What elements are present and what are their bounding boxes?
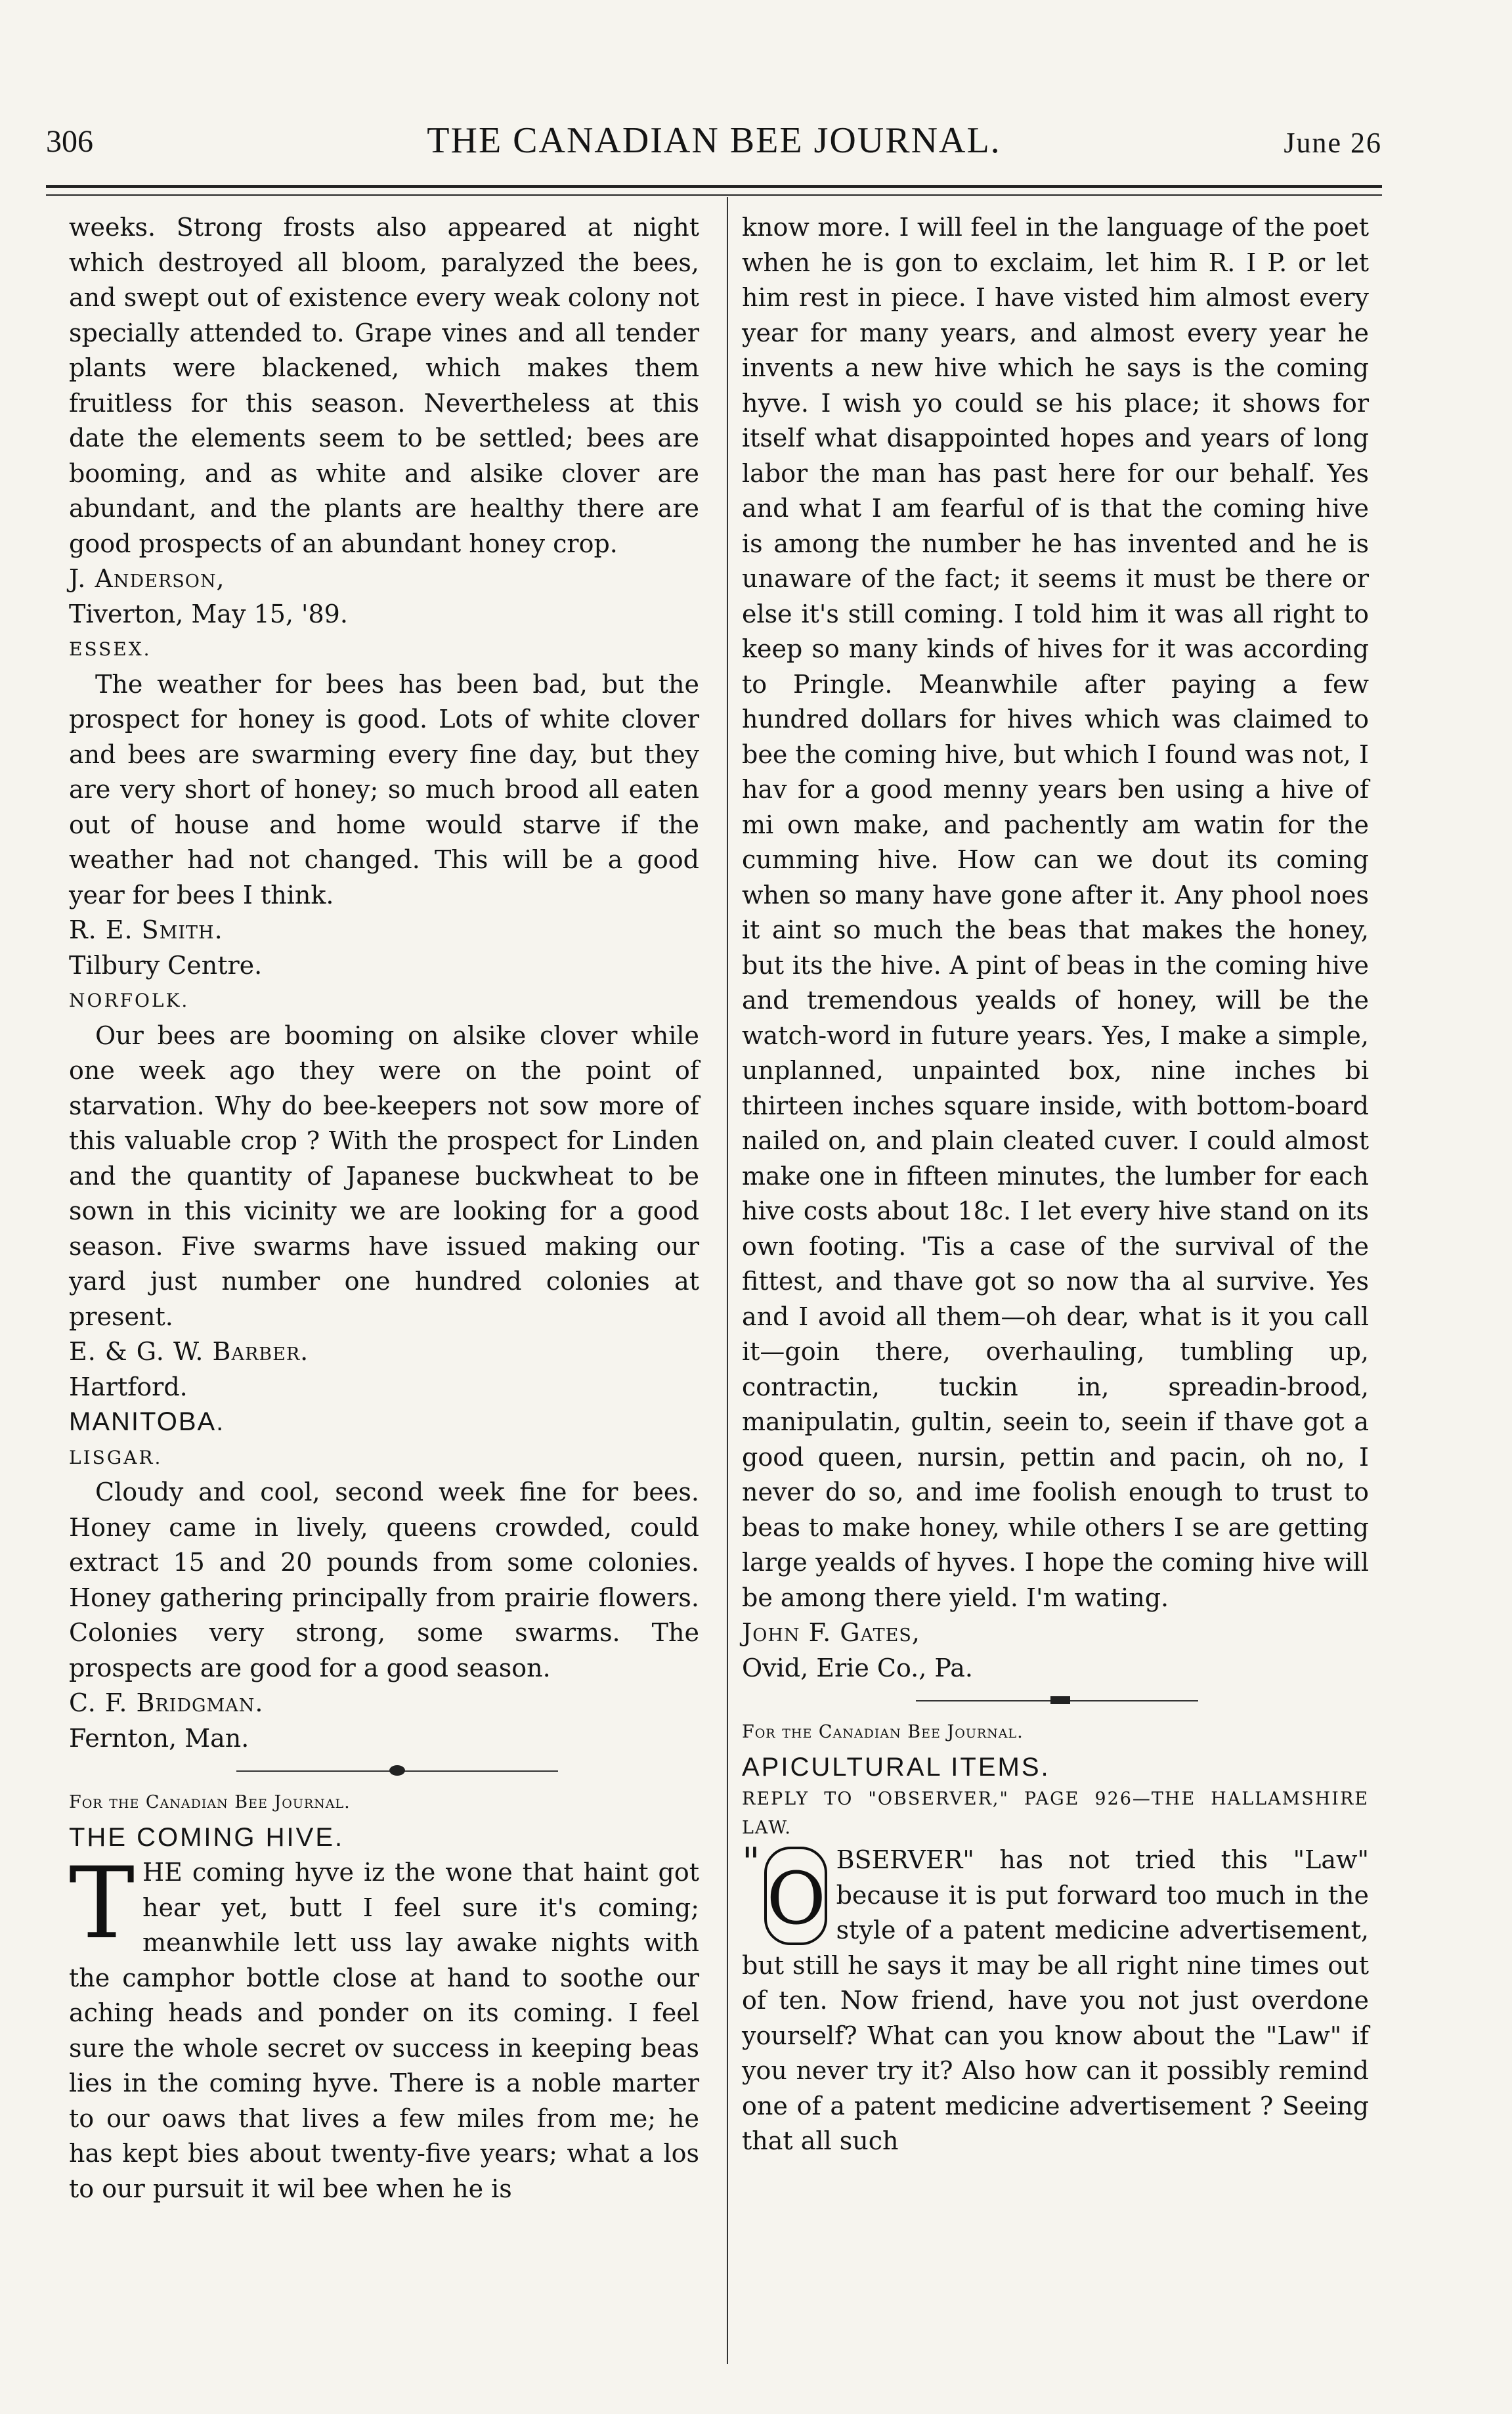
place-hartford: Hartford. (69, 1372, 188, 1401)
place-tilbury: Tilbury Centre. (69, 950, 263, 980)
signature-bridgman: C. F. Bridgman. (69, 1688, 264, 1717)
apicultural-article (742, 1839, 1369, 2159)
header-rule-thin (46, 194, 1382, 196)
signature-barber: E. & G. W. Barber. (69, 1337, 309, 1366)
subhead-lisgar: LISGAR. (69, 1446, 163, 1468)
essex-report: The weather for bees has been bad, but the prospect for honey is good. Lots of white clover and bees are swarming every fine day, but they are very short of honey; so much brood all eaten out of house and home would starve if the weather had not changed. This will be a good year for bees I think. (69, 669, 699, 910)
signature-gates: John F. Gates, (742, 1618, 920, 1647)
subhead-reply-observer: REPLY TO "OBSERVER," PAGE 926—THE HALLAMSHIRE LAW. (742, 1789, 1369, 1838)
page-number: 306 (46, 124, 93, 159)
column-rule (727, 197, 728, 2364)
lisgar-report: Cloudy and cool, second week fine for bees. Honey came in lively, queens crowded, could extract 15 and 20 pounds from some colonies. Honey gathering principally from prairie flowers. Colonies very strong, some swarms. The prospects are good for a good season. (69, 1478, 699, 1682)
apicultural-text: BSERVER" has not tried this "Law" because it is put forward too much in the style of a patent medicine advertisement, but still he says it may be all right nine times out of ten. Now friend, have you not just overdone yourself? What can you know about the "Law" if you never try it? Also how can it possibly remind one of a patent medicine advertisement ? Seeing that all such (742, 1845, 1369, 2155)
subhead-norfolk: NORFOLK. (69, 990, 190, 1011)
left-column (69, 210, 699, 2206)
signature-smith: R. E. Smith. (69, 915, 223, 944)
coming-hive-article (69, 1847, 699, 2206)
header-rule (46, 185, 1382, 188)
place-ovid: Ovid, Erie Co., Pa. (742, 1653, 974, 1682)
drop-cap-t: T (69, 1847, 135, 1961)
for-cbj-line: For the Canadian Bee Journal. (69, 1792, 351, 1812)
for-cbj-line-2: For the Canadian Bee Journal. (742, 1722, 1024, 1742)
headline-apicultural-items: APICULTURAL ITEMS. (742, 1752, 1050, 1782)
subhead-manitoba: MANITOBA. (69, 1407, 225, 1436)
coming-hive-text: HE coming hyve iz the wone that haint got hear yet, butt I feel sure it's coming; meanwhile lett uss lay awake nights with the camphor bottle close at hand to soothe our aching heads and ponder on its coming. I feel sure the whole secret ov success in keeping beas lies in the coming hyve. There is a noble marter to our oaws that lives a few miles from me; he has kept bies about twenty-five years; what a los to our pursuit it wil bee when he is (69, 1858, 699, 2203)
headline-coming-hive: THE COMING HIVE. (69, 1822, 345, 1852)
place-tiverton: Tiverton, May 15, '89. (69, 599, 348, 628)
section-divider-2 (742, 1686, 1369, 1715)
signature-anderson: J. Anderson, (69, 564, 225, 593)
right-column (742, 210, 1369, 2159)
page-header (46, 117, 1382, 176)
section-divider (69, 1756, 699, 1785)
coming-hive-continued: know more. I will feel in the language of the poet when he is gon to exclaim, let him R. I P. or let him rest in piece. I have visted him almost every year for many years, and almost every year he invents a new hive which he says is the coming hyve. I wish yo could se his place; it shows for itself what disappointed hopes and years of long labor the man has past here for our behalf. Yes and what I am fearful of is that the coming hive is among the number he has invented and he is unaware of the fact; it seems it must be there or else it's still coming. I told him it was all right to keep so many kinds of hives for it was according to Pringle. Meanwhile after paying a few hundred dollars for hives which was claimed to bee the coming hive, but which I found was not, I hav for a good menny years ben using a hive of mi own make, and pachently am watin for the cumming hive. How can we dout its coming when so many have gone after it. Any phool noes it aint so much the beas that makes the honey, but its the hive. A pint of beas in the coming hive and tremendous yealds of honey, will be the watch-word in future years. Yes, I make a simple, unplanned, unpainted box, nine inches bi thirteen inches square inside, with bottom-board nailed on, and plain cleated cuver. I could almost make one in fifteen minutes, the lumber for each hive costs about 18c. I let every hive stand on its own footing. 'Tis a case of the survival of the fittest, and thave got so now tha al survive. Yes and I avoid all them—oh dear, what is it you call it—goin there, overhauling, tumbling up, contractin, tuckin in, spreadin-brood, manipulatin, gultin, seein to, seein if thave got a good queen, nursin, pettin and pacin, oh no, I never do so, and ime foolish enough to trust to beas to make honey, while others I se are getting large yealds of hyves. I hope the coming hive will be among there yield. I'm wating. (742, 213, 1369, 1612)
place-fernton: Fernton, Man. (69, 1723, 249, 1753)
issue-date: June 26 (1284, 127, 1382, 159)
opening-quote: " (742, 1839, 760, 1885)
drop-cap-o: O (764, 1847, 827, 1945)
norfolk-report: Our bees are booming on alsike clover while one week ago they were on the point of starvation. Why do bee-keepers not sow more of this valuable crop ? With the prospect for Linden and the quantity of Japanese buckwheat to be sown in this vicinity we are looking for a good season. Five swarms have issued making our yard just number one hundred colonies at present. (69, 1020, 699, 1331)
journal-title: THE CANADIAN BEE JOURNAL. (427, 120, 1001, 161)
subhead-essex: ESSEX. (69, 638, 152, 660)
anderson-report: weeks. Strong frosts also appeared at night which destroyed all bloom, paralyzed the bees, and swept out of existence every weak colony not specially attended to. Grape vines and all tender plants were blackened, which makes them fruitless for this season. Nevertheless at this date the elements seem to be settled; bees are booming, and as white and alsike clover are abundant, and the plants are healthy there are good prospects of an abundant honey crop. (69, 213, 699, 558)
